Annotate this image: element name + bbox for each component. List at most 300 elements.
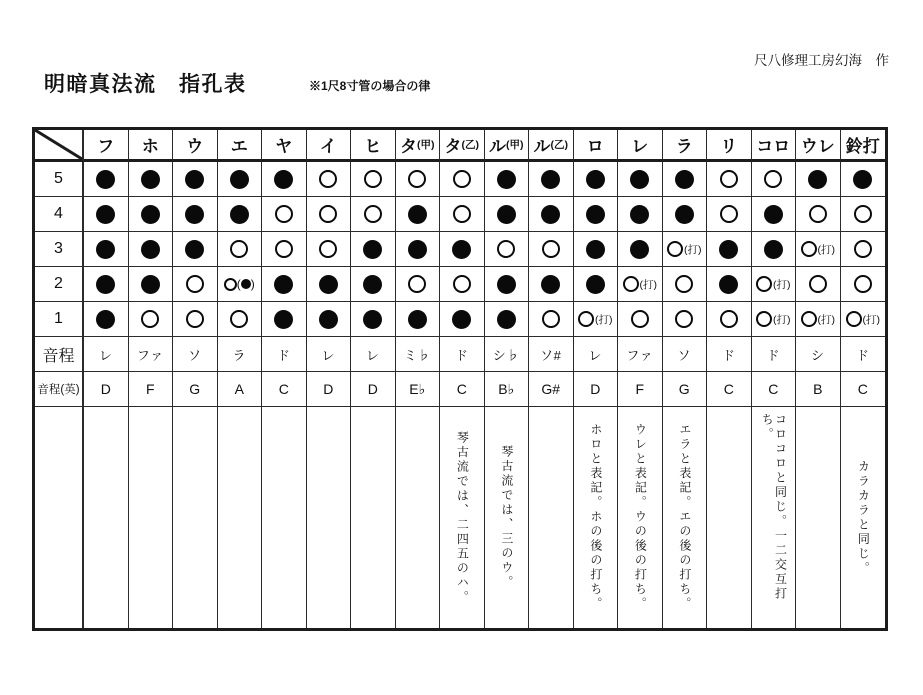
column-header xyxy=(262,130,307,162)
column-header xyxy=(618,130,663,162)
hole-cell xyxy=(485,302,530,337)
open-hole-icon xyxy=(408,170,426,188)
filled-hole-icon xyxy=(675,170,694,189)
pitch-cell xyxy=(663,337,708,372)
open-hole-icon xyxy=(186,275,204,293)
open-hole-icon xyxy=(275,240,293,258)
hole-cell xyxy=(529,197,574,232)
pitch-cell xyxy=(351,337,396,372)
notes-row-header xyxy=(35,407,84,628)
column-header xyxy=(307,130,352,162)
filled-hole-icon xyxy=(630,240,649,259)
hole-cell xyxy=(351,267,396,302)
hole-cell xyxy=(262,302,307,337)
pitch-en-cell xyxy=(262,372,307,407)
column-header-label: ホ xyxy=(141,137,159,156)
hole-cell xyxy=(707,302,752,337)
column-header xyxy=(84,130,129,162)
filled-hole-icon xyxy=(363,240,382,259)
pitch-en-cell xyxy=(84,372,129,407)
hole-cell xyxy=(796,197,841,232)
column-header-label: ル xyxy=(489,137,506,156)
hole-cell xyxy=(307,302,352,337)
open-hole-icon xyxy=(364,170,382,188)
hole-cell xyxy=(262,232,307,267)
open-hole-icon xyxy=(230,310,248,328)
filled-hole-icon xyxy=(586,205,605,224)
pitch-en-cell xyxy=(396,372,441,407)
open-hole-icon xyxy=(756,311,772,327)
open-hole-icon xyxy=(364,205,382,223)
note-cell xyxy=(752,407,797,628)
column-header-label: ウ xyxy=(186,137,204,156)
hole-cell xyxy=(307,162,352,197)
hole-row-header xyxy=(35,302,84,337)
open-hole-icon xyxy=(542,310,560,328)
note-cell xyxy=(84,407,129,628)
hole-cell xyxy=(307,197,352,232)
note-text: エラと表記。エの後の打ち。 xyxy=(677,423,692,612)
column-header xyxy=(663,130,708,162)
pitch-value: ソ xyxy=(187,347,202,363)
note-cell xyxy=(351,407,396,628)
column-header-label: リ xyxy=(720,137,738,156)
filled-hole-icon xyxy=(497,170,516,189)
filled-hole-icon xyxy=(675,205,694,224)
filled-hole-icon xyxy=(230,205,249,224)
hole-cell xyxy=(663,267,708,302)
hole-cell xyxy=(485,162,530,197)
open-hole-icon xyxy=(578,311,594,327)
paren-open: ( xyxy=(236,277,241,291)
note-cell xyxy=(574,407,619,628)
column-header-label: フ xyxy=(97,137,115,156)
hole-cell xyxy=(574,197,619,232)
pitch-en-cell xyxy=(574,372,619,407)
open-hole-icon xyxy=(675,275,693,293)
hole-cell xyxy=(529,302,574,337)
filled-hole-icon xyxy=(541,205,560,224)
open-hole-icon xyxy=(631,310,649,328)
hole-cell xyxy=(529,162,574,197)
note-text: ホロと表記。ホの後の打ち。 xyxy=(588,423,603,612)
hole-cell xyxy=(574,162,619,197)
hole-cell xyxy=(796,162,841,197)
pitch-value: ソ xyxy=(677,347,691,363)
pitch-en-value: G xyxy=(189,381,201,397)
column-header-label: ル xyxy=(533,137,551,156)
column-header-sublabel: (乙) xyxy=(461,139,479,151)
hole-cell xyxy=(307,267,352,302)
hole-row-label: 5 xyxy=(54,170,63,187)
filled-hole-icon xyxy=(185,205,204,224)
hole-cell xyxy=(841,162,886,197)
hit-suffix-label: (打) xyxy=(773,278,791,291)
pitch-value: レ xyxy=(588,347,602,363)
filled-hole-icon xyxy=(274,310,293,329)
hole-cell xyxy=(663,302,708,337)
column-header-label: エ xyxy=(230,137,248,156)
filled-hole-icon xyxy=(497,205,516,224)
pitch-en-value: A xyxy=(234,381,244,397)
pitch-en-value: C xyxy=(723,381,734,397)
column-header-label: コロ xyxy=(756,137,791,156)
hole-cell xyxy=(752,267,797,302)
filled-hole-icon xyxy=(363,275,382,294)
note-cell xyxy=(218,407,263,628)
note-cell xyxy=(485,407,530,628)
note-cell xyxy=(396,407,441,628)
open-hole-icon xyxy=(497,240,515,258)
pitch-cell xyxy=(396,337,441,372)
hit-suffix-label: (打) xyxy=(684,243,702,256)
pitch-value: ド xyxy=(766,347,780,363)
note-text: 琴古流では、二四五のハ。 xyxy=(455,430,470,605)
filled-hole-icon xyxy=(630,205,649,224)
hole-cell xyxy=(440,232,485,267)
hit-suffix-label: (打) xyxy=(595,313,613,326)
hole-cell xyxy=(440,197,485,232)
hole-cell xyxy=(173,302,218,337)
pitch-en-value: G# xyxy=(541,381,561,397)
pitch-en-value: G xyxy=(678,381,690,397)
column-header-label: レ xyxy=(631,137,649,156)
filled-hole-icon xyxy=(141,170,160,189)
column-header-label: ラ xyxy=(675,137,693,156)
note-cell xyxy=(262,407,307,628)
pitch-cell xyxy=(173,337,218,372)
pitch-cell xyxy=(707,337,752,372)
note-cell xyxy=(307,407,352,628)
note-cell xyxy=(440,407,485,628)
hole-cell xyxy=(440,267,485,302)
filled-hole-icon xyxy=(96,275,115,294)
hole-cell xyxy=(351,197,396,232)
hole-cell xyxy=(262,162,307,197)
hole-cell xyxy=(129,232,174,267)
pitch-en-cell xyxy=(663,372,708,407)
filled-hole-icon xyxy=(274,170,293,189)
hit-suffix-label: (打) xyxy=(639,278,657,291)
column-header-sublabel: (乙) xyxy=(550,139,568,151)
pitch-value: ラ xyxy=(232,347,246,363)
pitch-cell xyxy=(796,337,841,372)
hole-cell xyxy=(173,267,218,302)
filled-hole-icon xyxy=(497,310,516,329)
open-hole-icon xyxy=(675,310,693,328)
pitch-value: シ xyxy=(810,347,825,363)
hole-cell xyxy=(396,267,441,302)
hole-cell xyxy=(218,232,263,267)
filled-hole-icon xyxy=(230,170,249,189)
hole-cell xyxy=(173,232,218,267)
hole-cell xyxy=(707,267,752,302)
note-cell xyxy=(796,407,841,628)
hole-cell xyxy=(841,232,886,267)
hole-cell xyxy=(84,267,129,302)
pitch-en-cell xyxy=(218,372,263,407)
filled-hole-icon xyxy=(541,275,560,294)
note-cell xyxy=(663,407,708,628)
hole-cell xyxy=(841,197,886,232)
pitch-value: シ♭ xyxy=(492,347,520,363)
pitch-cell xyxy=(129,337,174,372)
pitch-cell xyxy=(262,337,307,372)
open-hole-icon xyxy=(453,170,471,188)
hole-cell xyxy=(663,197,708,232)
open-hole-icon xyxy=(854,275,872,293)
filled-hole-icon xyxy=(319,310,338,329)
note-text: 琴古流では、三のウ。 xyxy=(499,445,514,590)
pitch-en-value: B♭ xyxy=(498,380,515,397)
pitch-cell xyxy=(84,337,129,372)
filled-hole-icon xyxy=(764,240,783,259)
pitch-en-cell xyxy=(841,372,886,407)
paren-close: ) xyxy=(250,277,255,291)
note-cell xyxy=(129,407,174,628)
hit-suffix-label: (打) xyxy=(817,243,835,256)
pitch-en-value: C xyxy=(857,381,868,397)
pitch-cell xyxy=(529,337,574,372)
pitch-en-cell xyxy=(752,372,797,407)
hole-cell xyxy=(307,232,352,267)
filled-hole-icon xyxy=(96,170,115,189)
pitch-en-value: D xyxy=(100,381,111,397)
hole-cell xyxy=(707,232,752,267)
column-header xyxy=(841,130,886,162)
hole-cell xyxy=(485,197,530,232)
note-cell xyxy=(173,407,218,628)
open-hole-icon xyxy=(319,170,337,188)
column-header-label: イ xyxy=(319,137,337,156)
hole-row-header xyxy=(35,232,84,267)
hole-cell xyxy=(396,197,441,232)
filled-hole-icon xyxy=(96,205,115,224)
pitch-value: ファ xyxy=(626,347,654,363)
open-hole-icon xyxy=(623,276,639,292)
note-cell xyxy=(618,407,663,628)
hole-cell xyxy=(796,232,841,267)
filled-hole-icon xyxy=(363,310,382,329)
page-subtitle: ※1尺8寸管の場合の律 xyxy=(309,79,431,93)
note-cell xyxy=(707,407,752,628)
hole-row-header xyxy=(35,267,84,302)
hole-cell xyxy=(218,302,263,337)
pitch-cell xyxy=(218,337,263,372)
note-text: ウレと表記。ウの後の打ち。 xyxy=(633,423,648,612)
hole-row-label: 3 xyxy=(54,240,63,257)
open-hole-icon xyxy=(809,275,827,293)
open-hole-icon xyxy=(764,170,782,188)
hole-cell xyxy=(218,267,263,302)
pitch-cell xyxy=(841,337,886,372)
table-corner-cell xyxy=(35,130,84,162)
filled-hole-icon xyxy=(541,170,560,189)
hole-cell xyxy=(574,302,619,337)
hole-cell xyxy=(618,162,663,197)
page-title: 明暗真法流 指孔表 xyxy=(44,73,247,96)
open-hole-icon xyxy=(186,310,204,328)
open-hole-icon xyxy=(720,205,738,223)
filled-hole-icon xyxy=(274,275,293,294)
hole-cell xyxy=(351,302,396,337)
open-hole-icon xyxy=(809,205,827,223)
column-header xyxy=(129,130,174,162)
fingering-table xyxy=(32,127,888,631)
filled-hole-icon xyxy=(764,205,783,224)
pitch-en-cell xyxy=(351,372,396,407)
pitch-value: ソ# xyxy=(540,347,562,363)
hole-row-label: 1 xyxy=(54,310,63,327)
filled-hole-icon xyxy=(319,275,338,294)
filled-hole-icon xyxy=(185,170,204,189)
hole-cell xyxy=(129,197,174,232)
hole-cell xyxy=(841,267,886,302)
hole-cell xyxy=(84,197,129,232)
open-hole-icon xyxy=(230,240,248,258)
filled-hole-icon xyxy=(408,205,427,224)
note-text: カラカラと同じ。 xyxy=(856,459,871,576)
pitch-cell xyxy=(752,337,797,372)
column-header xyxy=(173,130,218,162)
hole-cell xyxy=(663,232,708,267)
hole-cell xyxy=(752,302,797,337)
pitch-en-cell xyxy=(529,372,574,407)
column-header xyxy=(485,130,530,162)
pitch-value: ド xyxy=(855,347,870,363)
pitch-value: ド xyxy=(454,347,469,363)
filled-hole-icon xyxy=(586,240,605,259)
column-header xyxy=(218,130,263,162)
pitch-en-cell xyxy=(307,372,352,407)
hole-cell xyxy=(262,197,307,232)
pitch-en-cell xyxy=(173,372,218,407)
hole-row-label: 2 xyxy=(54,275,63,292)
hole-cell xyxy=(707,162,752,197)
column-header xyxy=(752,130,797,162)
column-header xyxy=(396,130,441,162)
filled-hole-icon xyxy=(586,170,605,189)
pitch-value: ド xyxy=(276,347,291,363)
hole-cell xyxy=(129,162,174,197)
pitch-en-cell xyxy=(129,372,174,407)
open-hole-icon xyxy=(756,276,772,292)
diagonal-line xyxy=(35,130,82,159)
hole-cell xyxy=(796,267,841,302)
pitch-en-value: C xyxy=(278,381,289,397)
column-header-label: タ xyxy=(400,137,417,156)
open-hole-icon xyxy=(801,311,817,327)
open-hole-icon xyxy=(542,240,560,258)
pitch-en-value: C xyxy=(456,381,467,397)
pitch-en-cell xyxy=(485,372,530,407)
hole-row-label: 4 xyxy=(54,205,63,222)
column-header xyxy=(351,130,396,162)
filled-hole-icon xyxy=(630,170,649,189)
filled-hole-icon xyxy=(719,275,738,294)
hole-cell xyxy=(707,197,752,232)
hole-row-header xyxy=(35,162,84,197)
pitch-en-value: D xyxy=(367,381,378,397)
credit-text: 尺八修理工房幻海 作 xyxy=(754,53,889,68)
open-hole-icon xyxy=(319,205,337,223)
pitch-en-cell xyxy=(618,372,663,407)
hole-cell xyxy=(396,162,441,197)
pitch-value: ミ♭ xyxy=(403,347,431,363)
open-hole-icon xyxy=(854,205,872,223)
hole-cell xyxy=(173,162,218,197)
note-text: コロコロと同じ。一二交互打ち。 xyxy=(760,412,788,601)
hole-cell xyxy=(574,232,619,267)
open-hole-icon xyxy=(720,310,738,328)
filled-hole-icon xyxy=(96,240,115,259)
column-header-label: ヒ xyxy=(364,137,382,156)
column-header-label: ウレ xyxy=(800,137,835,156)
hole-cell xyxy=(796,302,841,337)
hole-cell xyxy=(841,302,886,337)
open-hole-icon xyxy=(453,205,471,223)
hole-cell xyxy=(529,267,574,302)
filled-hole-icon xyxy=(853,170,872,189)
filled-hole-icon xyxy=(141,205,160,224)
open-hole-icon xyxy=(408,275,426,293)
column-header xyxy=(796,130,841,162)
column-header-label: ロ xyxy=(586,137,604,156)
hole-cell xyxy=(440,302,485,337)
filled-hole-icon xyxy=(241,279,251,289)
hole-cell xyxy=(618,267,663,302)
pitch-en-cell xyxy=(440,372,485,407)
column-header xyxy=(529,130,574,162)
pitch-value: ファ xyxy=(136,347,164,363)
open-hole-icon xyxy=(141,310,159,328)
open-hole-icon xyxy=(319,240,337,258)
pitch-en-value: F xyxy=(145,381,155,397)
hole-cell xyxy=(618,302,663,337)
open-hole-icon xyxy=(846,311,862,327)
hole-cell xyxy=(129,267,174,302)
hole-row-header xyxy=(35,197,84,232)
pitch-cell xyxy=(307,337,352,372)
open-hole-icon xyxy=(854,240,872,258)
filled-hole-icon xyxy=(408,240,427,259)
pitch-en-cell xyxy=(707,372,752,407)
filled-hole-icon xyxy=(497,275,516,294)
filled-hole-icon xyxy=(586,275,605,294)
filled-hole-icon xyxy=(408,310,427,329)
hole-cell xyxy=(218,197,263,232)
filled-hole-icon xyxy=(452,310,471,329)
pitch-en-value: C xyxy=(768,381,779,397)
hole-cell xyxy=(351,162,396,197)
open-hole-icon xyxy=(453,275,471,293)
open-hole-icon xyxy=(667,241,683,257)
column-header xyxy=(707,130,752,162)
column-header-label: タ xyxy=(444,137,462,156)
hole-cell xyxy=(529,232,574,267)
hole-cell xyxy=(218,162,263,197)
open-hole-icon xyxy=(801,241,817,257)
hole-cell xyxy=(396,302,441,337)
hole-cell xyxy=(485,267,530,302)
hole-cell xyxy=(84,162,129,197)
hole-cell xyxy=(129,302,174,337)
hole-cell xyxy=(574,267,619,302)
hole-cell xyxy=(84,302,129,337)
pitch-cell xyxy=(485,337,530,372)
filled-hole-icon xyxy=(719,240,738,259)
hole-cell xyxy=(262,267,307,302)
